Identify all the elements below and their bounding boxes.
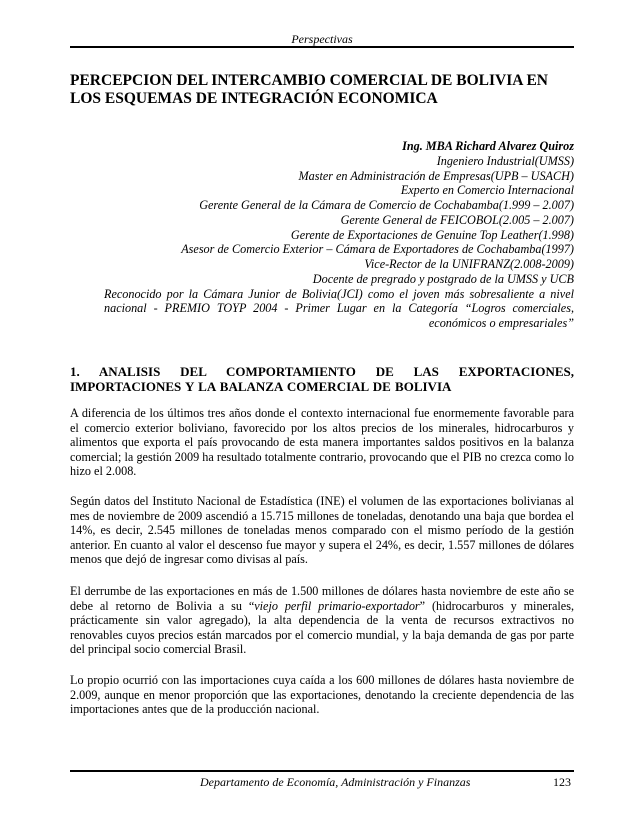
paragraph: A diferencia de los últimos tres años donde el contexto internacional fue enormemente favorable para el comercio exterior boliviano, favorecido por los altos precios de los minerales, hidrocarburos y alimentos que exporta el país provocando de esta manera importantes saldos positivos en la balanza comercial; la gestión 2009 ha resultado totalmente contrario, provocando que el PIB no crezca como lo hizo el 2.008. — [70, 406, 574, 479]
paragraph: Según datos del Instituto Nacional de Estadística (INE) el volumen de las exportaciones bolivianas al mes de noviembre de 2009 ascendió a 15.715 millones de toneladas, denotando una baja que bordea el 14%, es decir, 2.545 millones de toneladas menos comparado con el mismo período de la gestión anterior. En cuanto al valor el descenso fue mayor y supera el 24%, es decir, 1.557 millones de dólares menos que dejó de ingresar como divisas al país. — [70, 494, 574, 567]
author-name: Ing. MBA Richard Alvarez Quiroz — [402, 139, 574, 153]
footer-rule — [70, 770, 574, 772]
author-credential: Gerente General de FEICOBOL(2.005 – 2.007) — [340, 212, 574, 227]
author-credential: Docente de pregrado y postgrado de la UMSS y UCB — [312, 271, 574, 286]
author-credential: Gerente General de la Cámara de Comercio de Cochabamba(1.999 – 2.007) — [199, 198, 574, 212]
emphasis: viejo perfil primario-exportador — [254, 598, 420, 613]
paragraph: Lo propio ocurrió con las importaciones cuya caída a los 600 millones de dólares hasta noviembre de 2.009, aunque en menor proporción que las exportaciones, denotando la creciente dependencia de las importaciones antes que de la producción nacional. — [70, 673, 574, 717]
paragraph: El derrumbe de las exportaciones en más de 1.500 millones de dólares hasta noviembre de este año se debe al retorno de Bolivia a su “viejo perfil primario-exportador” (hidrocarburos y minerales, prácticamente sin valor agregado), la alta dependencia de la venta de recursos extractivos no renovables cuyos precios están marcados por el comercio mundial, y la baja demanda de gas por parte del principal socio comercial Brasil. — [70, 584, 574, 657]
author-credential: Experto en Comercio Internacional — [400, 183, 574, 198]
author-credential: Master en Administración de Empresas(UPB – USACH) — [298, 168, 574, 183]
section-heading: 1. ANALISIS DEL COMPORTAMIENTO DE LAS EXPORTACIONES, IMPORTACIONES Y LA BALANZA COMERCIAL DE BOLIVIA — [70, 364, 574, 394]
author-block — [70, 139, 574, 331]
article-title: PERCEPCION DEL INTERCAMBIO COMERCIAL DE BOLIVIA EN LOS ESQUEMAS DE INTEGRACIÓN ECONOMICA — [70, 72, 548, 107]
author-credential: Ingeniero Industrial(UMSS) — [436, 153, 574, 168]
author-credential: Vice-Rector de la UNIFRANZ(2.008-2009) — [364, 257, 574, 271]
page-number: 123 — [553, 775, 571, 789]
author-credential: Gerente de Exportaciones de Genuine Top Leather(1.998) — [290, 227, 574, 242]
author-recognition: Reconocido por la Cámara Junior de Bolivia(JCI) como el joven más sobresaliente a nivel nacional - PREMIO TOYP 2004 - Primer Lugar en la Categoría “Logros comerciales, económicos o empresariales” — [104, 286, 574, 330]
author-credential: Asesor de Comercio Exterior – Cámara de Exportadores de Cochabamba(1997) — [181, 242, 574, 257]
footer-department: Departamento de Economía, Administración y Finanzas — [200, 775, 471, 789]
running-header: Perspectivas — [291, 32, 353, 46]
header-rule — [70, 46, 574, 48]
